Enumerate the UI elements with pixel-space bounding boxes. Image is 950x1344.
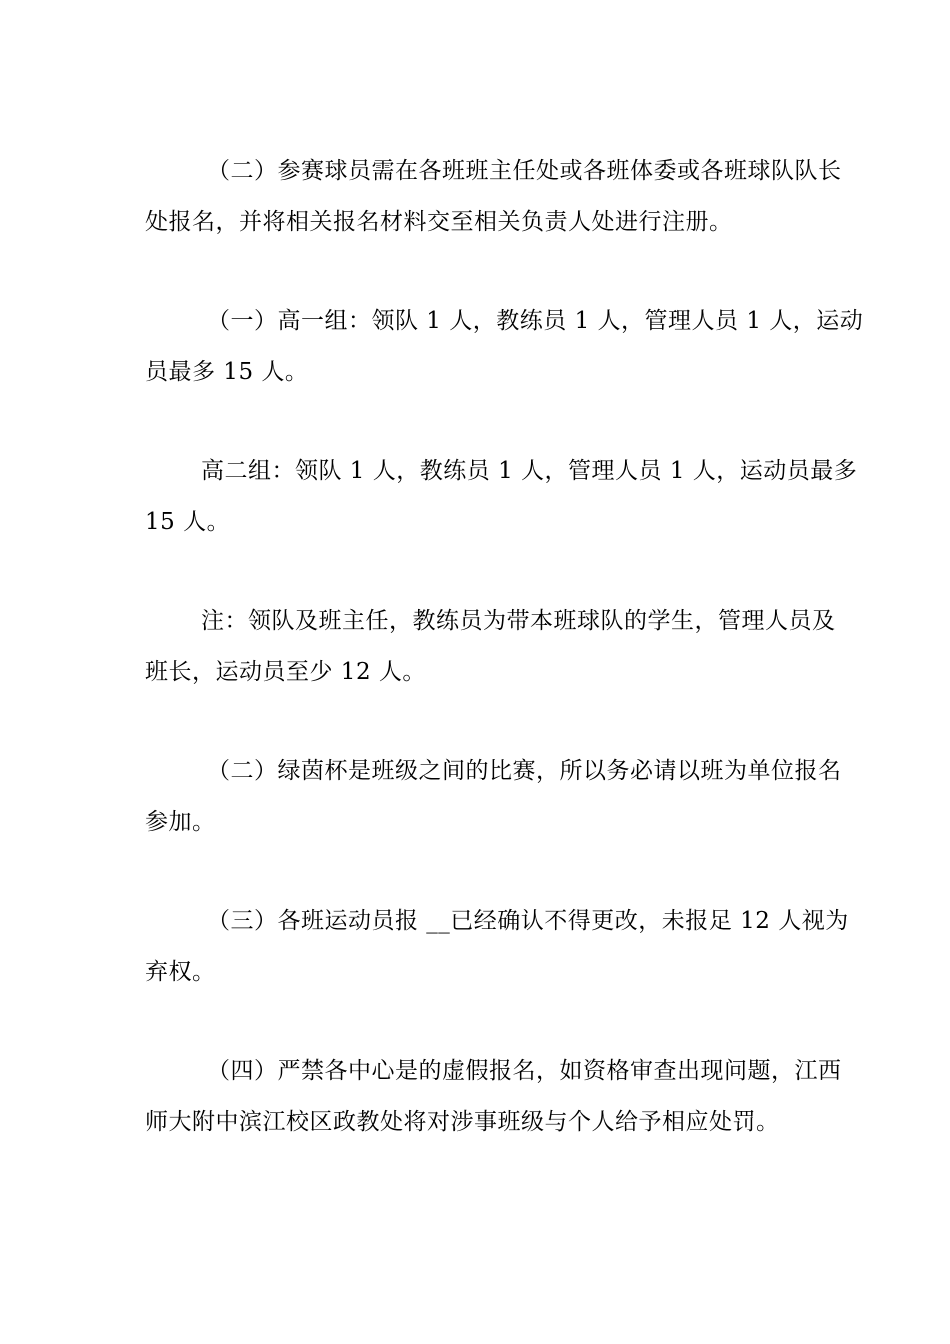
- paragraph-line: 师大附中滨江校区政教处将对涉事班级与个人给予相应处罚。: [145, 1109, 780, 1135]
- paragraph-false-registration: [145, 1046, 842, 1148]
- paragraph-line: （二）绿茵杯是班级之间的比赛，所以务必请以班为单位报名: [207, 758, 842, 784]
- paragraph-class-unit: [145, 746, 842, 848]
- paragraph-line: 班长，运动员至少 12 人。: [145, 659, 426, 685]
- paragraph-line: 高二组：领队 1 人，教练员 1 人，管理人员 1 人，运动员最多: [201, 458, 858, 484]
- paragraph-registration-location: [145, 146, 842, 248]
- paragraph-note: [145, 596, 836, 698]
- paragraph-line: 注：领队及班主任，教练员为带本班球队的学生，管理人员及: [201, 608, 836, 634]
- paragraph-line: （四）严禁各中心是的虚假报名，如资格审查出现问题，江西: [207, 1058, 842, 1084]
- paragraph-grade-two-team: [145, 446, 858, 548]
- paragraph-line: 15 人。: [145, 509, 231, 535]
- paragraph-roster-confirmation: [145, 896, 849, 998]
- paragraph-grade-one-team: [145, 296, 864, 398]
- paragraph-line: （二）参赛球员需在各班班主任处或各班体委或各班球队队长: [207, 158, 842, 184]
- paragraph-line: 员最多 15 人。: [145, 359, 309, 385]
- paragraph-line: （一）高一组：领队 1 人，教练员 1 人，管理人员 1 人，运动: [207, 308, 864, 334]
- paragraph-line: 参加。: [145, 809, 216, 835]
- paragraph-line: （三）各班运动员报 __已经确认不得更改，未报足 12 人视为: [207, 908, 849, 934]
- paragraph-line: 弃权。: [145, 959, 216, 985]
- paragraph-line: 处报名，并将相关报名材料交至相关负责人处进行注册。: [145, 209, 733, 235]
